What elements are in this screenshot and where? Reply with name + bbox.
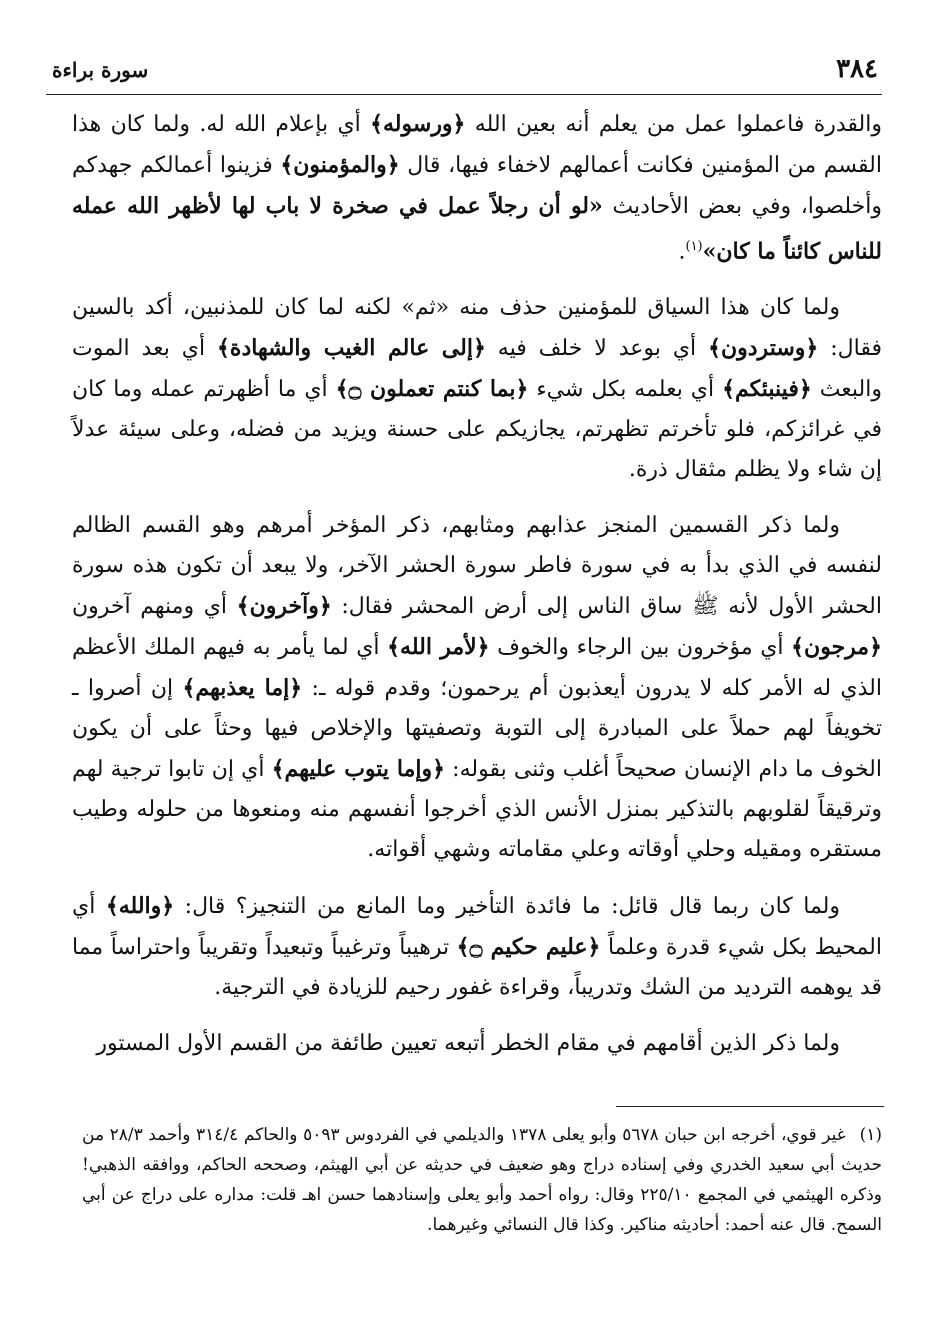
quran-phrase: ﴿وستردون﴾ xyxy=(708,335,819,362)
text-run: أي لما يأمر به فيهم الملك الأعظم الذي له الأمر كله لا يدرون أيعذبون أم يرحمون؛ وقدم قوله ـ: xyxy=(72,635,882,702)
text-run: ترهيباً وترغيباً وتبعيداً وتقريباً واحتراساً مما قد يوهمه الترديد من الشك وتدريباً، وقراءة غفور رحيم للزيادة في الترجية. xyxy=(72,935,882,1001)
text-run: ولما ذكر القسمين المنجز عذابهم ومثابهم، ذكر المؤخر أمرهم وهو القسم الظالم لنفسه في الذي بدأ به في سورة فاطر سورة الحشر الآخر، ولا يبعد أن تكون هذه سورة الحشر الأول لأنه ﷺ ساق الناس إلى أرض المحشر فقال: xyxy=(72,513,882,620)
body-paragraph xyxy=(72,506,882,870)
text-run: . xyxy=(678,239,686,265)
text-run: أي المحيط بكل شيء قدرة وعلماً xyxy=(72,894,882,961)
quran-phrase: ﴿لأمر الله﴾ xyxy=(387,634,490,661)
quran-phrase: ﴿والله﴾ xyxy=(105,893,175,920)
quran-phrase: ﴿مرجون﴾ xyxy=(791,634,882,661)
footnotes xyxy=(82,1120,882,1240)
running-title: سورة براءة xyxy=(52,58,149,82)
text-run: فزينوا أعمالكم جهدكم وأخلصوا، وفي بعض الأحاديث xyxy=(72,153,882,219)
text-run: أي بوعد لا خلف فيه xyxy=(485,336,709,362)
text-run: ولما كان ربما قال قائل: ما فائدة التأخير وما المانع من التنجيز؟ قال: xyxy=(174,894,841,920)
text-run: أي ما أظهرتم عمله وما كان في غرائزكم، فلو تأخرتم تظهرتم، يجازيكم على حسنة ويزيد من فضله، وعلى سيئة عدلاً إن شاء ولا يظلم مثقال ذرة. xyxy=(72,377,882,483)
quran-phrase: ﴿ورسوله﴾ xyxy=(370,111,466,137)
text-run: أي إن تابوا ترجية لهم وترقيقاً لقلوبهم بالتذكير بمنزل الأنس الذي أخرجوا أنفسهم منه ومنعوها من حلوله وطيب مستقره ومقيله وحلي أوقاته وعلي مقاماته وشهي أقواته. xyxy=(72,757,882,863)
body-paragraph xyxy=(72,1024,882,1064)
body-paragraph xyxy=(72,104,882,272)
body-text xyxy=(72,104,882,1080)
footnote-divider xyxy=(616,1106,884,1107)
text-run: أي بعد الموت والبعث xyxy=(72,336,882,403)
text-run: إن أصروا ـ تخويفاً لهم حملاً على المبادرة إلى التوبة وتصفيتها والإخلاص فيها وحثاً على أن يكون الخوف ما دام الإنسان صحيحاً أغلب وثنى بقوله: xyxy=(72,676,882,783)
page-header xyxy=(46,48,882,95)
page-number: ٣٨٤ xyxy=(836,54,878,84)
footnote-marker: (١) xyxy=(859,1125,883,1145)
footnote-reference: (١) xyxy=(685,239,703,254)
quran-phrase: ﴿والمؤمنون﴾ xyxy=(280,152,400,178)
quran-phrase: ﴿وإما يتوب عليهم﴾ xyxy=(271,756,445,783)
hadith-text: «لو أن رجلاً عمل في صخرة لا باب لها لأظهر الله عمله للناس كائناً ما كان» xyxy=(72,193,882,265)
body-paragraph xyxy=(72,288,882,490)
text-run: أي مؤخرون بين الرجاء والخوف xyxy=(489,635,792,661)
text-run: أي بعلمه بكل شيء xyxy=(528,377,723,403)
footnote xyxy=(82,1120,882,1240)
body-paragraph xyxy=(72,886,882,1008)
quran-phrase: ﴿إلى عالم الغيب والشهادة﴾ xyxy=(217,335,486,362)
footnote-text: غير قوي، أخرجه ابن حبان ٥٦٧٨ وأبو يعلى ١٣٧٨ والديلمي في الفردوس ٥٠٩٣ والحاكم ٣١٤/٤ وأحمد ٢٨/٣ من حديث أبي سعيد الخدري وفي إسناده دراج وهو ضعيف في حديثه عن أبي الهيثم، وصححه الحاكم، ووافقه الذهبي! وذكره الهيثمي في المجمع ٢٢٥/١٠ وقال: رواه أحمد وأبو يعلى وإسنادهما حسن اهـ قلت: مداره على دراج عن أبي السمح. قال عنه أحمد: أحاديثه مناكير. وكذا قال النسائي وغيرهما. xyxy=(82,1125,882,1235)
quran-phrase: ﴿بما كنتم تعملون ۝﴾ xyxy=(335,376,529,403)
text-run: والقدرة فاعملوا عمل من يعلم أنه بعين الله xyxy=(465,112,882,137)
quran-phrase: ﴿فينبئكم﴾ xyxy=(722,376,812,403)
quran-phrase: ﴿إما يعذبهم﴾ xyxy=(182,675,303,702)
text-run: أي بإعلام الله له. ولما كان هذا القسم من المؤمنين فكانت أعمالهم لاخفاء فيها، قال xyxy=(72,112,882,178)
text-run: ولما كان هذا السياق للمؤمنين حذف منه «ثم» لكنه لما كان للمذنبين، أكد بالسين فقال: xyxy=(72,295,882,362)
quran-phrase: ﴿عليم حكيم ۝﴾ xyxy=(456,934,601,961)
quran-phrase: ﴿وآخرون﴾ xyxy=(236,593,332,620)
text-run: ولما ذكر الذين أقامهم في مقام الخطر أتبعه تعيين طائفة من القسم الأول المستور xyxy=(96,1031,840,1057)
text-run: أي ومنهم آخرون xyxy=(72,594,237,620)
